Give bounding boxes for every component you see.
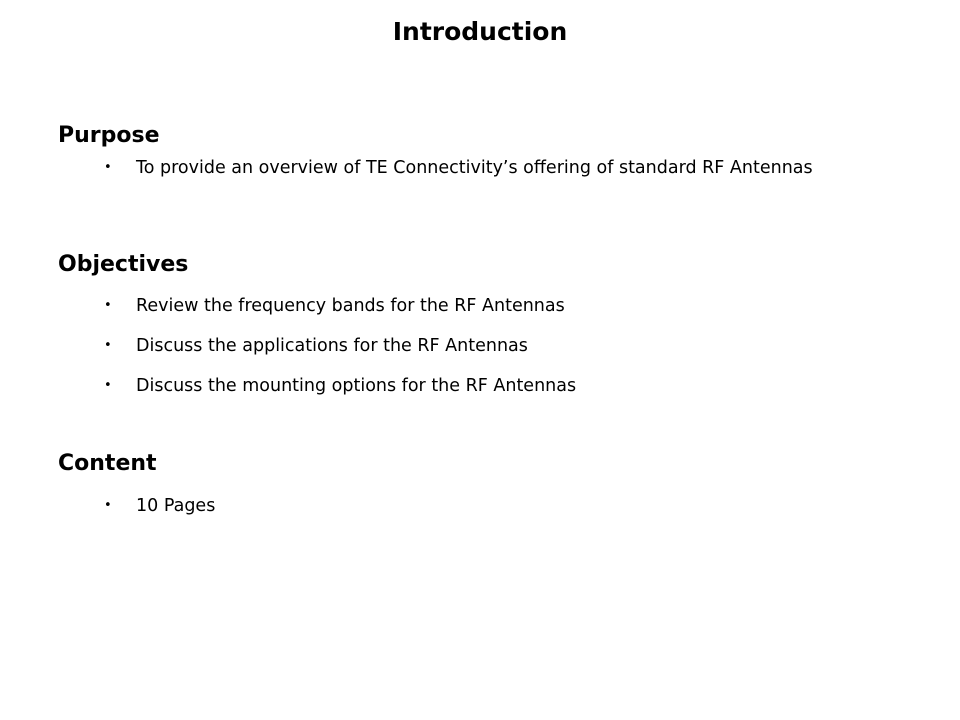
purpose-bullet-1: To provide an overview of TE Connectivity’s offering of standard RF Antennas: [136, 158, 813, 178]
purpose-heading: Purpose: [58, 123, 160, 148]
objectives-heading: Objectives: [58, 252, 189, 277]
bullet-icon: •: [104, 298, 112, 313]
bullet-icon: •: [104, 498, 112, 513]
objectives-bullet-1: Review the frequency bands for the RF Antennas: [136, 296, 565, 316]
slide-title: Introduction: [392, 17, 568, 46]
objectives-bullet-3: Discuss the mounting options for the RF Antennas: [136, 376, 577, 396]
list-item: [104, 374, 824, 398]
list-item: [104, 294, 824, 318]
list-item: [104, 494, 824, 518]
content-heading: Content: [58, 451, 157, 476]
objectives-bullet-2: Discuss the applications for the RF Antennas: [136, 336, 528, 356]
bullet-icon: •: [104, 338, 112, 353]
bullet-icon: •: [104, 378, 112, 393]
content-bullet-1: 10 Pages: [136, 496, 216, 516]
bullet-icon: •: [104, 160, 112, 175]
list-item: [104, 334, 824, 358]
list-item: [104, 156, 824, 180]
